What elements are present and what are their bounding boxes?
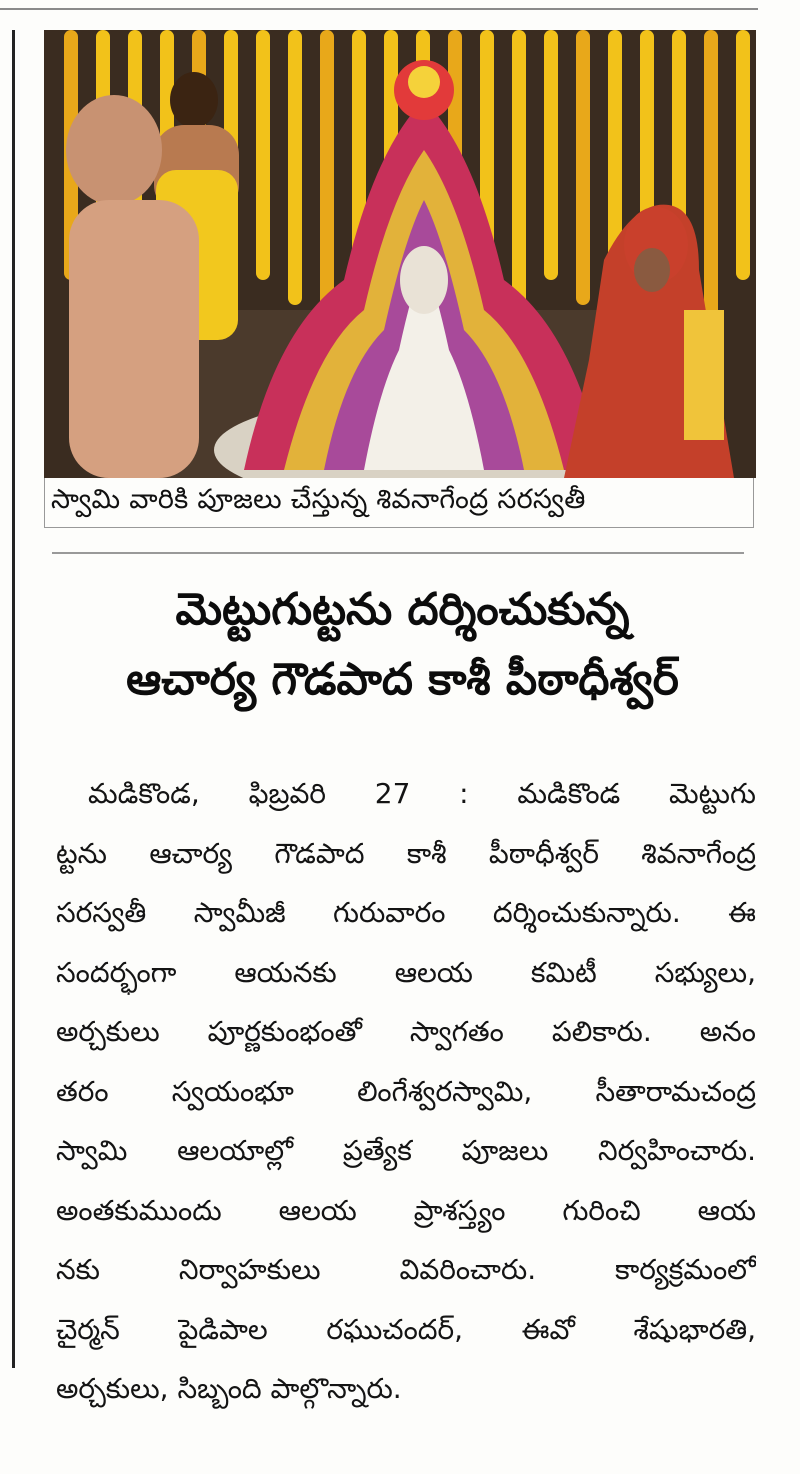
- marigold-garland: [320, 30, 334, 330]
- body-line: అంతకుముందు ఆలయ ప్రాశస్త్యం గురించి ఆయ: [56, 1193, 756, 1227]
- body-line: అర్చకులు, సిబ్బంది పాల్గొన్నారు.: [56, 1372, 402, 1405]
- column-divider: [12, 30, 15, 1368]
- body-line: తరం స్వయంభూ లింగేశ్వరస్వామి, సీతారామచంద్ర: [56, 1074, 756, 1108]
- headline-line-1: మెట్టుగుట్టను దర్శించుకున్న: [175, 584, 630, 635]
- marigold-garland: [512, 30, 526, 330]
- article-body: [56, 764, 756, 1419]
- body-line: ట్టను ఆచార్య గౌడపాద కాశీ పీఠాధీశ్వర్ శివనాగేంద్ర: [56, 836, 756, 870]
- marigold-garland: [256, 30, 270, 280]
- headline: [40, 575, 765, 715]
- body-line: సందర్భంగా ఆయనకు ఆలయ కమిటీ సభ్యులు,: [56, 955, 756, 989]
- headline-line-2: ఆచార్య గౌడపాద కాశీ పీఠాధీశ్వర్: [126, 654, 679, 705]
- body-line: స్వామి ఆలయాల్లో ప్రత్యేక పూజలు నిర్వహించారు.: [56, 1134, 756, 1167]
- caption-divider: [52, 552, 744, 554]
- body-line: చైర్మన్ పైడిపాల రఘుచందర్, ఈవో శేషుభారతి,: [56, 1312, 756, 1346]
- marigold-garland: [736, 30, 750, 280]
- body-line: అర్చకులు పూర్ణకుంభంతో స్వాగతం పలికారు. అనం: [56, 1015, 756, 1048]
- body-line: నకు నిర్వాహకులు వివరించారు. కార్యక్రమంలో: [56, 1253, 756, 1286]
- news-photo: [44, 30, 756, 478]
- body-line: సరస్వతీ స్వామీజీ గురువారం దర్శించుకున్నారు. ఈ: [56, 896, 756, 929]
- marigold-garland: [544, 30, 558, 280]
- body-line: మడికొండ, ఫిబ్రవరి 27 : మడికొండ మెట్టుగు: [88, 777, 756, 810]
- marigold-garland: [576, 30, 590, 305]
- top-rule: [0, 8, 758, 10]
- marigold-garland: [704, 30, 718, 330]
- marigold-garland: [288, 30, 302, 305]
- photo-caption: స్వామి వారికి పూజలు చేస్తున్న శివనాగేంద్ర సరస్వతీ: [44, 478, 754, 528]
